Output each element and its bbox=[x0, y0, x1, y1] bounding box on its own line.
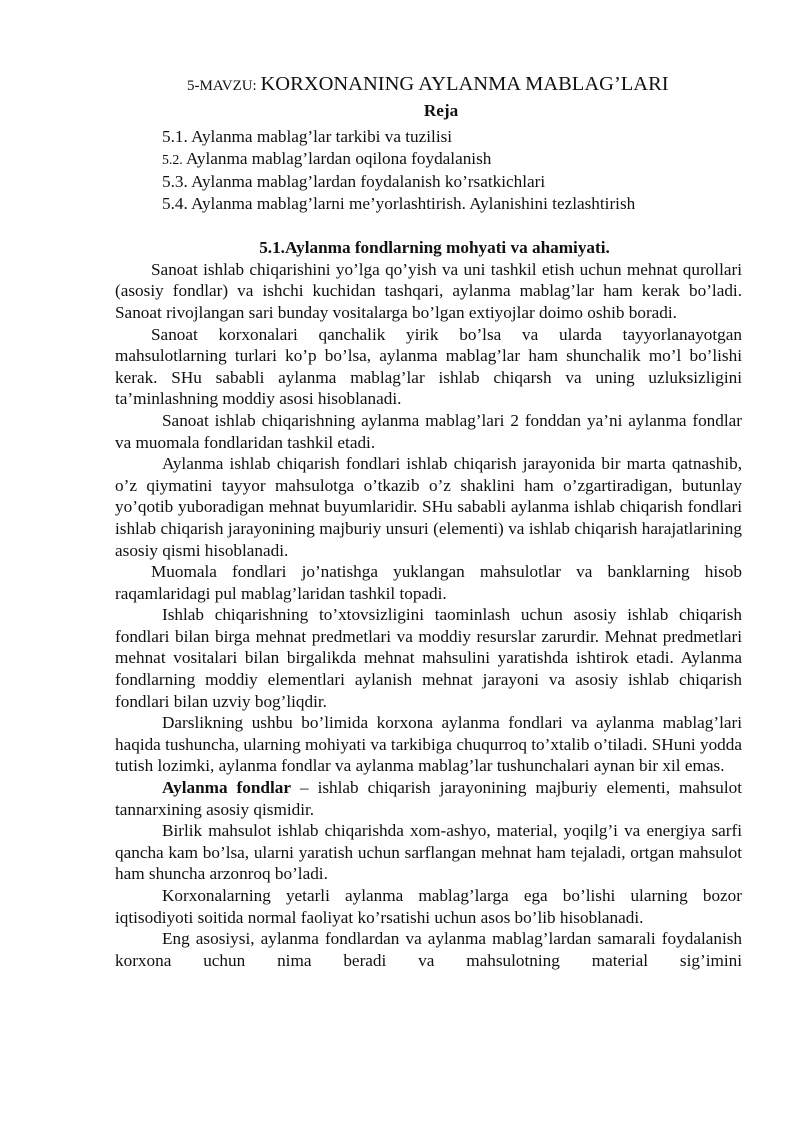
plan-item: 5.4. Aylanma mablag’larni me’yorlashtirish. Aylanishini tezlashtirish bbox=[162, 194, 636, 214]
definition-text: – ishlab chiqarish jarayonining majburiy elementi, mahsulot tannarxining asosiy qismidir. bbox=[115, 778, 742, 819]
definition-paragraph bbox=[115, 777, 742, 820]
paragraph: Sanoat ishlab chiqarishini yo’lga qo’yish va uni tashkil etish uchun mehnat qurollari (asosiy fondlar) va ishchi kuchidan tashqari, aylanma mablag’lar ham kerak bo’ladi. Sanoat rivojlangan sari bunday vositalarga bo’lgan extiyojlar doimo oshib boradi. bbox=[115, 259, 742, 322]
paragraph: Sanoat ishlab chiqarishning aylanma mablag’lari 2 fonddan ya’ni aylanma fondlar va muomala fondlaridan tashkil etadi. bbox=[115, 410, 742, 452]
paragraph: Muomala fondlari jo’natishga yuklangan mahsulotlar va banklarning hisob raqamlaridagi pul mablag’laridan tashkil topadi. bbox=[115, 562, 742, 603]
title-main: KORXONANING AYLANMA MABLAG’LARI bbox=[260, 73, 669, 95]
plan-item: 5.1. Aylanma mablag’lar tarkibi va tuzilisi bbox=[162, 127, 453, 147]
title-prefix: 5-MAVZU: bbox=[187, 78, 261, 94]
document-page bbox=[115, 74, 742, 971]
plan-list bbox=[162, 126, 742, 215]
plan-heading: Reja bbox=[423, 100, 459, 120]
definition-term: Aylanma fondlar bbox=[162, 778, 291, 798]
plan-item: 5.2. Aylanma mablag’lardan oqilona foydalanish bbox=[162, 149, 492, 169]
paragraph: Aylanma ishlab chiqarish fondlari ishlab chiqarish jarayonida bir marta qatnashib, o’z qiymatini tayyor mahsulotga o’tkazib o’z shaklini ham o’zgartiradigan, butunlay yo’qotib yuboradigan mehnat buyumlaridir. SHu sababli aylanma ishlab chiqarish fondlari ishlab chiqarish jarayonining majburiy unsuri (elementi) va ishlab chiqarish harajatlarining asosiy qismi hisoblanadi. bbox=[115, 454, 742, 560]
spacer bbox=[115, 215, 742, 237]
document-title bbox=[187, 74, 742, 98]
paragraph: Ishlab chiqarishning to’xtovsizligini taominlash uchun asosiy ishlab chiqarish fondlari bilan birga mehnat predmetlari va moddiy resurslar zarurdir. Mehnat predmetlari mehnat vositalari bilan birgalikda mehnat mahsulini yaratishda ishtirok etadi. Aylanma fondlarning moddiy elementlari aylanish mehnat jarayoni va asosiy ishlab chiqarish fondlari bilan uzviy bog’liqdir. bbox=[115, 605, 742, 711]
section-heading: 5.1.Aylanma fondlarning mohyati va ahamiyati. bbox=[259, 238, 610, 258]
paragraph: Birlik mahsulot ishlab chiqarishda xom-ashyo, material, yoqilg’i va energiya sarfi qancha kam bo’lsa, ularni yaratish uchun sarflangan mehnat ham tejaladi, ortgan mahsulot ham shuncha arzonroq bo’ladi. bbox=[115, 821, 742, 884]
paragraph: Korxonalarning yetarli aylanma mablag’larga ega bo’lishi ularning bozor iqtisodiyoti soitida normal faoliyat ko’rsatishi uchun asos bo’lib hisoblanadi. bbox=[115, 886, 742, 927]
paragraph: Darslikning ushbu bo’limida korxona aylanma fondlari va aylanma mablag’lari haqida tushuncha, ularning mohiyati va tarkibiga chuqurroq to’xtalib o’tiladi. SHuni yodda tutish lozimki, aylanma fondlar va aylanma mablag’lar tushunchalari aynan bir xil emas. bbox=[115, 713, 742, 776]
paragraph: Eng asosiysi, aylanma fondlardan va aylanma mablag’lardan samarali foydalanish korxona uchun nima beradi va mahsulotning material sig’imini bbox=[115, 929, 742, 970]
paragraph: Sanoat korxonalari qanchalik yirik bo’lsa va ularda tayyorlanayotgan mahsulotlarning turlari ko’p bo’lsa, aylanma mablag’lar ham shunchalik mo’l bo’lishi kerak. SHu sababli aylanma mablag’lar ishlab chiqarsh va uning uzluksizligini ta’minlashning moddiy asosi hisoblanadi. bbox=[115, 324, 742, 409]
plan-item: 5.3. Aylanma mablag’lardan foydalanish ko’rsatkichlari bbox=[162, 172, 546, 192]
